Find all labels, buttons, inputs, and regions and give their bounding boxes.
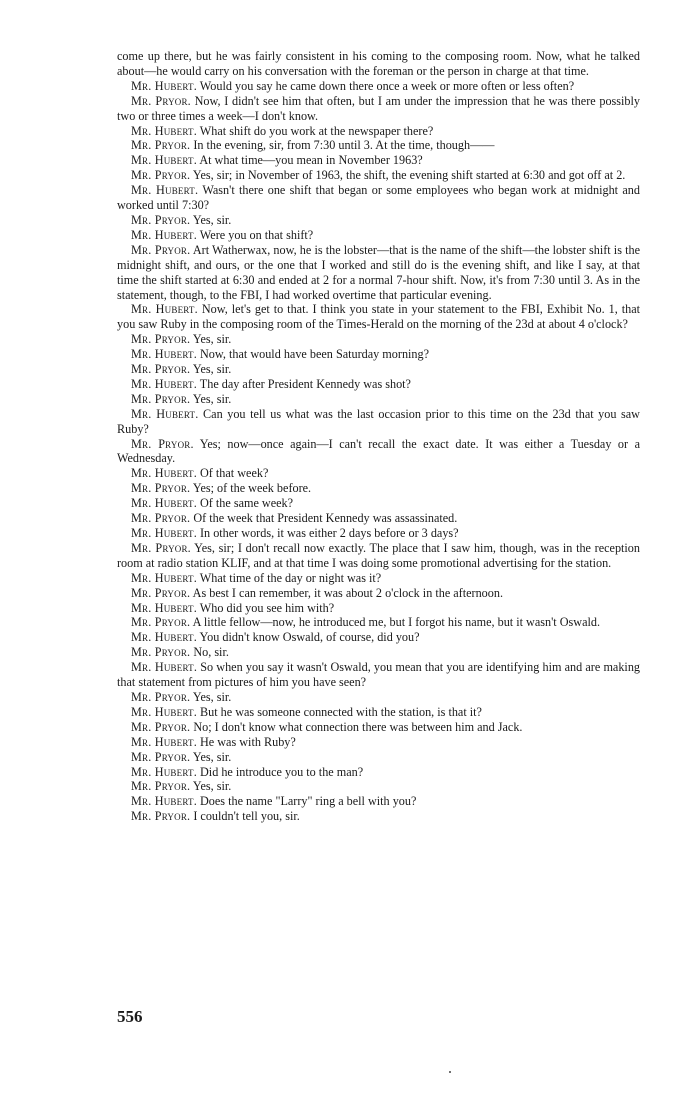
paragraph-text: Yes; now—once again—I can't recall the exact date. It was either a Tuesday or a Wednesday.: [117, 436, 640, 466]
paragraph-text: Now, I didn't see him that often, but I am under the impression that he was there possibly two or three times a week—I don't know.: [117, 93, 640, 123]
paragraph-text: Yes, sir; I don't recall now exactly. The place that I saw him, though, was in the reception room at radio station KLIF, and at that time I was doing some promotional advertising for the station.: [117, 540, 640, 570]
speaker-label: Mr. Hubert.: [131, 227, 197, 242]
speaker-label: Mr. Hubert.: [131, 78, 197, 93]
speaker-label: Mr. Hubert.: [131, 526, 197, 540]
transcript-paragraph: [117, 511, 640, 526]
speaker-label: Mr. Hubert.: [131, 704, 197, 719]
transcript-paragraph: [117, 571, 640, 586]
transcript-paragraph: [117, 586, 640, 601]
transcript-paragraph: [117, 765, 640, 780]
transcript-paragraph: [117, 79, 640, 94]
paragraph-text: Did he introduce you to the man?: [196, 764, 364, 779]
transcript-paragraph: [117, 496, 640, 511]
speaker-label: Mr. Pryor.: [131, 615, 191, 630]
paragraph-text: Art Watherwax, now, he is the lobster—that is the name of the shift—the lobster shift is the midnight shift, and ours, or the one that I worked and still do is the evening shift, and like I say, at that time the shift started at 6:30 and ended at 2 for a normal 7-hour shift. Now, it's from 7:30 until 3. As in the statement, though, to the FBI, I had worked overtime that particular evening.: [117, 242, 640, 302]
speaker-label: Mr. Hubert.: [131, 734, 197, 749]
transcript-paragraph: [117, 660, 640, 690]
paragraph-text: Were you on that shift?: [196, 227, 314, 242]
transcript-paragraph: [117, 437, 640, 467]
paragraph-text: Who did you see him with?: [196, 600, 335, 615]
paragraph-text: Yes, sir.: [190, 362, 232, 377]
paragraph-text: In the evening, sir, from 7:30 until 3. At the time, though——: [190, 138, 495, 153]
speaker-label: Mr. Pryor.: [131, 391, 191, 406]
speaker-label: Mr. Pryor.: [131, 362, 191, 377]
transcript-paragraph: [117, 362, 640, 377]
transcript-paragraph: [117, 377, 640, 392]
speaker-label: Mr. Pryor.: [131, 138, 191, 153]
paragraph-text: The day after President Kennedy was shot?: [196, 376, 411, 391]
transcript-paragraph: [117, 735, 640, 750]
speaker-label: Mr. Pryor.: [131, 749, 191, 764]
speaker-label: Mr. Hubert.: [131, 660, 198, 675]
paragraph-text: Can you tell us what was the last occasion prior to this time on the 23d that you saw Ruby?: [117, 406, 640, 436]
transcript-paragraph: [117, 630, 640, 645]
speaker-label: Mr. Pryor.: [131, 93, 191, 108]
paragraph-text: No, sir.: [190, 645, 229, 660]
speaker-label: Mr. Hubert.: [131, 406, 199, 421]
page-number: 556: [117, 1007, 143, 1026]
paragraph-text: Yes, sir; in November of 1963, the shift, the evening shift started at 6:30 and got off at 2.: [190, 168, 626, 183]
speaker-label: Mr. Pryor.: [131, 511, 191, 526]
speaker-label: Mr. Hubert.: [131, 570, 197, 585]
paragraph-text: Of the same week?: [196, 496, 294, 511]
paragraph-text: Of that week?: [196, 466, 269, 481]
transcript-paragraph: [117, 183, 640, 213]
speaker-label: Mr. Hubert.: [131, 376, 197, 391]
paragraph-text: No; I don't know what connection there was between him and Jack.: [190, 719, 523, 734]
paragraph-text: I couldn't tell you, sir.: [190, 809, 300, 824]
transcript-paragraph: [117, 720, 640, 735]
speaker-label: Mr. Pryor.: [131, 689, 191, 704]
speaker-label: Mr. Pryor.: [131, 481, 191, 496]
speaker-label: Mr. Hubert.: [131, 764, 197, 779]
speaker-label: Mr. Pryor.: [131, 719, 191, 734]
paragraph-text: come up there, but he was fairly consistent in his coming to the composing room. Now, what he talked about—he would carry on his conversation with the foreman or the person in charge at that time.: [117, 49, 640, 78]
transcript-paragraph: [117, 392, 640, 407]
paragraph-text: At what time—you mean in November 1963?: [196, 153, 423, 168]
speaker-label: Mr. Pryor.: [131, 540, 191, 555]
transcript-paragraph: [117, 124, 640, 139]
transcript-paragraph: [117, 705, 640, 720]
speaker-label: Mr. Hubert.: [131, 183, 199, 198]
transcript-paragraph: [117, 645, 640, 660]
paragraph-text: Now, that would have been Saturday morning?: [196, 347, 430, 362]
paragraph-text: He was with Ruby?: [196, 734, 296, 749]
paragraph-text: In other words, it was either 2 days before or 3 days?: [196, 526, 459, 540]
paragraph-text: Yes, sir.: [190, 689, 232, 704]
paragraph-text: Yes, sir.: [190, 212, 232, 227]
speaker-label: Mr. Pryor.: [131, 809, 191, 824]
transcript-paragraph: [117, 809, 640, 824]
transcript-paragraph: [117, 332, 640, 347]
transcript-paragraph: [117, 794, 640, 809]
transcript-paragraph: [117, 168, 640, 183]
paragraph-text: A little fellow—now, he introduced me, but I forgot his name, but it wasn't Oswald.: [190, 615, 601, 630]
transcript-paragraph: [117, 541, 640, 571]
speaker-label: Mr. Hubert.: [131, 794, 197, 809]
transcript-paragraph: [117, 466, 640, 481]
paragraph-text: Does the name "Larry" ring a bell with you?: [196, 794, 417, 809]
transcript-paragraph: [117, 153, 640, 168]
paragraph-text: So when you say it wasn't Oswald, you mean that you are identifying him and are making that statement from pictures of him you have seen?: [117, 660, 641, 690]
speaker-label: Mr. Pryor.: [131, 779, 191, 794]
speaker-label: Mr. Hubert.: [131, 347, 197, 362]
paragraph-text: Yes, sir.: [190, 749, 232, 764]
speaker-label: Mr. Hubert.: [131, 600, 197, 615]
paragraph-text: As best I can remember, it was about 2 o'clock in the afternoon.: [190, 585, 504, 600]
speaker-label: Mr. Hubert.: [131, 466, 197, 481]
paragraph-text: Now, let's get to that. I think you state in your statement to the FBI, Exhibit No. 1, that you saw Ruby in the composing room of the Times-Herald on the morning of the 23d at about 4 o'clock?: [117, 302, 640, 332]
transcript-body: [117, 49, 640, 824]
paragraph-text: You didn't know Oswald, of course, did you?: [196, 630, 420, 645]
speaker-label: Mr. Hubert.: [131, 123, 197, 138]
speaker-label: Mr. Hubert.: [131, 302, 198, 317]
transcript-paragraph: [117, 779, 640, 794]
speaker-label: Mr. Pryor.: [131, 168, 191, 183]
paragraph-text: Yes, sir.: [190, 391, 232, 406]
paragraph-text: Wasn't there one shift that began or some employees who began work at midnight and worked until 7:30?: [117, 183, 640, 213]
transcript-paragraph: [117, 94, 640, 124]
paragraph-text: What shift do you work at the newspaper there?: [196, 123, 434, 138]
paragraph-text: Would you say he came down there once a week or more often or less often?: [196, 78, 575, 93]
speaker-label: Mr. Pryor.: [131, 212, 191, 227]
paragraph-text: Yes; of the week before.: [190, 481, 312, 496]
speaker-label: Mr. Hubert.: [131, 153, 197, 168]
transcript-paragraph: [117, 690, 640, 705]
transcript-paragraph: [117, 526, 640, 541]
transcript-paragraph: [117, 750, 640, 765]
transcript-paragraph: [117, 302, 640, 332]
transcript-paragraph: [117, 49, 640, 79]
speaker-label: Mr. Pryor.: [131, 242, 191, 257]
transcript-paragraph: [117, 243, 640, 303]
transcript-paragraph: [117, 601, 640, 616]
speaker-label: Mr. Pryor.: [131, 436, 194, 451]
paragraph-text: Yes, sir.: [190, 332, 232, 347]
transcript-paragraph: [117, 213, 640, 228]
scan-speck: [449, 1071, 451, 1073]
paragraph-text: Of the week that President Kennedy was assassinated.: [190, 511, 458, 526]
speaker-label: Mr. Pryor.: [131, 645, 191, 660]
paragraph-text: Yes, sir.: [190, 779, 232, 794]
transcript-paragraph: [117, 481, 640, 496]
speaker-label: Mr. Pryor.: [131, 332, 191, 347]
speaker-label: Mr. Hubert.: [131, 496, 197, 511]
transcript-paragraph: [117, 138, 640, 153]
transcript-paragraph: [117, 228, 640, 243]
speaker-label: Mr. Hubert.: [131, 630, 197, 645]
transcript-paragraph: [117, 347, 640, 362]
transcript-paragraph: [117, 615, 640, 630]
transcript-paragraph: [117, 407, 640, 437]
paragraph-text: But he was someone connected with the station, is that it?: [196, 704, 482, 719]
speaker-label: Mr. Pryor.: [131, 585, 191, 600]
paragraph-text: What time of the day or night was it?: [196, 570, 382, 585]
